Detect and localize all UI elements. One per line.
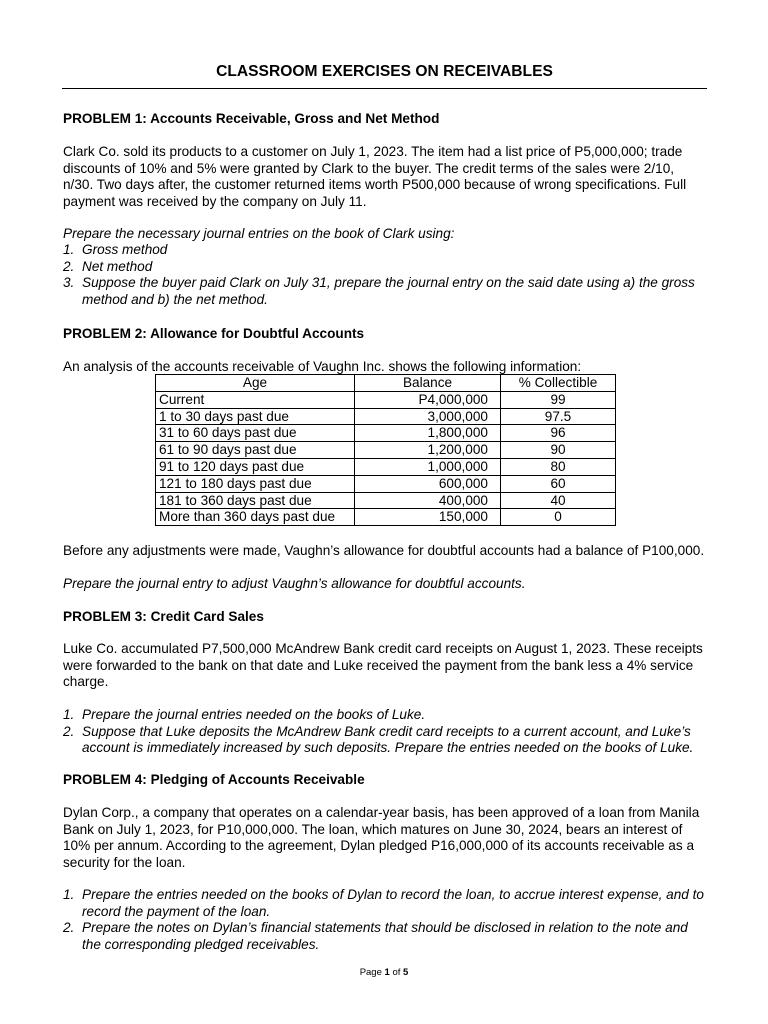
list-item: 2. Suppose that Luke deposits the McAndrew Bank credit card receipts to a current account, and Luke’s account is immediately increased by such deposits. Prepare the entries needed on the books of Luke.	[63, 723, 694, 756]
list-item: 2. Prepare the notes on Dylan’s financial statements that should be disclosed in relation to the note and the corresponding pledged receivables.	[63, 920, 688, 952]
problem-1-heading: PROBLEM 1: Accounts Receivable, Gross and Net Method	[63, 111, 440, 126]
page-total: 5	[403, 967, 409, 978]
problem-1-list	[63, 242, 708, 308]
problem-2-heading: PROBLEM 2: Allowance for Doubtful Accounts	[63, 326, 365, 341]
header-collectible: % Collectible	[501, 375, 616, 392]
table-row: 91 to 120 days past due 1,000,000 80	[156, 458, 616, 475]
table-row: 181 to 360 days past due 400,000 40	[156, 492, 616, 509]
table-row: 61 to 90 days past due 1,200,000 90	[156, 442, 616, 459]
problem-1-intro: Prepare the necessary journal entries on the book of Clark using:	[63, 226, 455, 241]
table-row: 121 to 180 days past due 600,000 60	[156, 475, 616, 492]
list-item: 1. Gross method	[63, 242, 168, 257]
problem-2-instruction: Prepare the journal entry to adjust Vaughn’s allowance for doubtful accounts.	[63, 576, 526, 591]
list-item: 1. Prepare the entries needed on the books of Dylan to record the loan, to accrue interest expense, and to record the payment of the loan.	[63, 887, 704, 919]
problem-2-after: Before any adjustments were made, Vaughn’s allowance for doubtful accounts had a balance of P100,000.	[63, 543, 705, 558]
list-item: 1. Prepare the journal entries needed on the books of Luke.	[63, 707, 426, 722]
list-item: 2. Net method	[63, 258, 153, 274]
problem-4-heading: PROBLEM 4: Pledging of Accounts Receivable	[63, 772, 365, 787]
header-balance: Balance	[355, 375, 501, 392]
problem-3-list	[63, 707, 708, 757]
problem-2-body: An analysis of the accounts receivable of Vaughn Inc. shows the following information:	[63, 359, 582, 374]
header-age: Age	[156, 375, 355, 392]
page-number: 1	[384, 967, 390, 978]
problem-3-body: Luke Co. accumulated P7,500,000 McAndrew Bank credit card receipts on August 1, 2023. These receipts were forwarded to the bank on that date and Luke received the payment from the bank less a 4% service charge.	[63, 641, 703, 690]
problem-3-heading: PROBLEM 3: Credit Card Sales	[63, 609, 264, 624]
aging-table	[155, 374, 616, 526]
list-item: 3. Suppose the buyer paid Clark on July 31, prepare the journal entry on the said date using a) the gross method and b) the net method.	[63, 275, 695, 307]
table-row: 1 to 30 days past due 3,000,000 97.5	[156, 408, 616, 425]
page-title: CLASSROOM EXERCISES ON RECEIVABLES	[62, 64, 707, 89]
table-header-row	[156, 375, 616, 392]
problem-4-list	[63, 887, 708, 953]
table-row: 31 to 60 days past due 1,800,000 96	[156, 425, 616, 442]
page-footer: Page 1 of 5	[359, 967, 409, 978]
table-row: More than 360 days past due 150,000 0	[156, 509, 616, 526]
table-row: Current P4,000,000 99	[156, 391, 616, 408]
problem-1-body: Clark Co. sold its products to a customer on July 1, 2023. The item had a list price of P5,000,000; trade discounts of 10% and 5% were granted by Clark to the buyer. The credit terms of the sales were 2/10, n/30. Two days after, the customer returned items worth P500,000 because of wrong specifications. Full payment was received by the company on July 11.	[63, 144, 687, 209]
problem-4-body: Dylan Corp., a company that operates on a calendar-year basis, has been approved of a loan from Manila Bank on July 1, 2023, for P10,000,000. The loan, which matures on June 30, 2024, bears an interest of 10% per annum. According to the agreement, Dylan pledged P16,000,000 of its accounts receivable as a security for the loan.	[63, 805, 700, 870]
